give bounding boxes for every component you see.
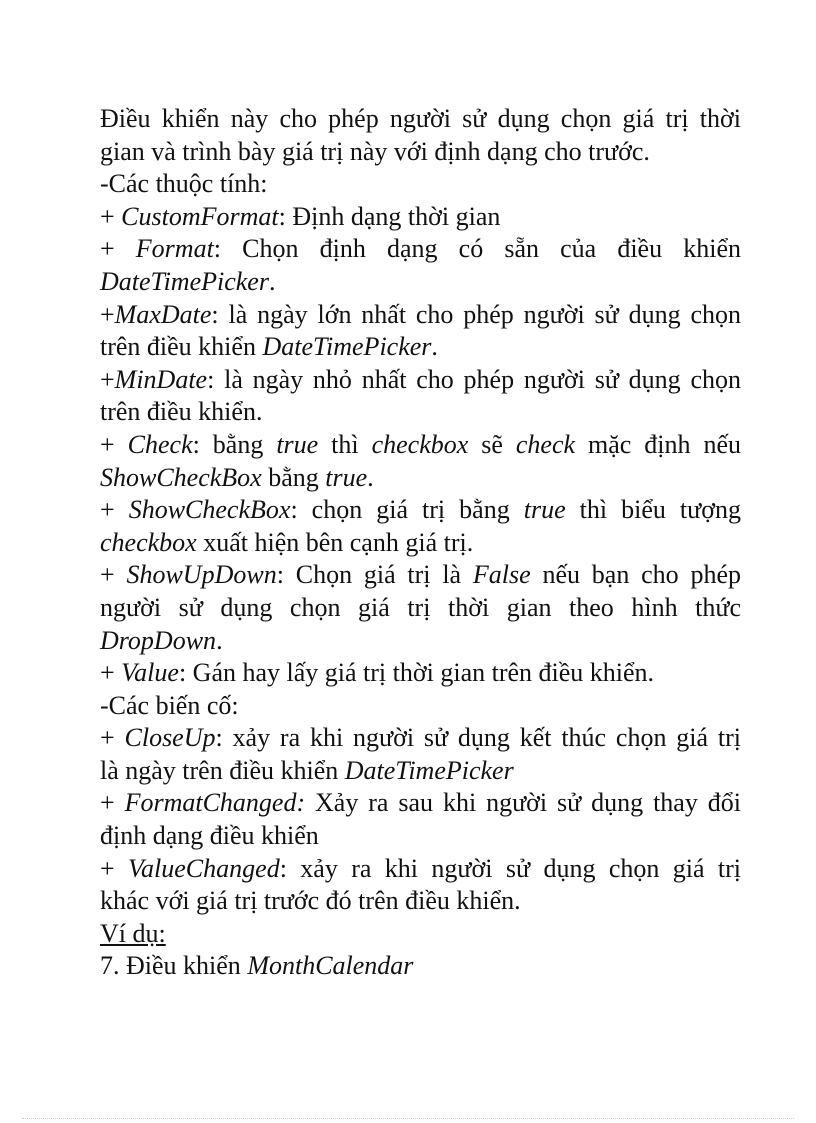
- example-label-text: Ví dụ:: [100, 918, 166, 948]
- line-text: định dạng điều khiển: [100, 821, 319, 851]
- property-customformat: [100, 201, 741, 234]
- event-name: CloseUp: [124, 723, 216, 753]
- property-desc: : là ngày lớn nhất cho phép người sử dụng chọn: [211, 299, 741, 329]
- text: thì biểu tượng: [565, 495, 741, 525]
- section-7-heading: [100, 950, 741, 983]
- italic-term: checkbox: [100, 527, 197, 557]
- italic-term: DateTimePicker: [344, 755, 514, 785]
- property-showupdown: [100, 559, 741, 657]
- intro-line-1: Điều khiển này cho phép người sử dụng chọn giá trị thời: [100, 104, 741, 133]
- section-text: 7. Điều khiển: [100, 951, 248, 981]
- text: thì: [318, 429, 372, 459]
- text: sẽ: [468, 429, 516, 459]
- prefix: +: [100, 429, 128, 459]
- italic-term: MonthCalendar: [247, 951, 414, 981]
- properties-heading: [100, 168, 741, 201]
- prefix: +: [100, 560, 127, 590]
- property-name: CustomFormat: [121, 201, 279, 231]
- intro-line-2: gian và trình bày giá trị này với định dạng cho trước.: [100, 136, 650, 166]
- event-name: ValueChanged: [128, 853, 280, 883]
- prefix: +: [100, 299, 115, 329]
- events-heading-text: -Các biến cố:: [100, 690, 239, 720]
- event-closeup: [100, 722, 741, 787]
- punct: .: [216, 625, 223, 655]
- property-name: ShowCheckBox: [128, 495, 291, 525]
- punct: .: [367, 462, 374, 492]
- text: : bằng: [192, 429, 277, 459]
- example-label: [100, 918, 741, 951]
- text: xuất hiện bên cạnh giá trị.: [196, 527, 474, 557]
- properties-heading-text: -Các thuộc tính:: [100, 169, 268, 199]
- italic-term: check: [515, 429, 576, 459]
- events-heading: [100, 690, 741, 723]
- event-desc: : xảy ra khi người sử dụng kết thúc chọn giá trị: [215, 723, 741, 753]
- prefix: +: [100, 364, 115, 394]
- text: mặc định nếu: [575, 429, 742, 459]
- prefix: +: [100, 495, 129, 525]
- text: nếu bạn cho phép: [530, 560, 741, 590]
- prefix: +: [100, 788, 125, 818]
- prefix: +: [100, 234, 136, 264]
- line-text: người sử dụng chọn giá trị thời gian theo hình thức: [100, 592, 741, 622]
- property-name: ShowUpDown: [126, 560, 277, 590]
- intro-paragraph: [100, 103, 741, 168]
- property-name: Format: [135, 234, 214, 264]
- italic-term: DropDown: [100, 625, 217, 655]
- property-desc: : Chọn định dạng có sẵn của điều khiển: [213, 234, 741, 264]
- property-value: [100, 657, 741, 690]
- event-formatchanged: [100, 787, 741, 852]
- property-maxdate: [100, 299, 741, 364]
- text: : Chọn giá trị là: [276, 560, 473, 590]
- italic-term: checkbox: [371, 429, 469, 459]
- property-mindate: [100, 364, 741, 429]
- punct: .: [268, 266, 276, 296]
- line-text: là ngày trên điều khiển: [100, 755, 345, 785]
- property-desc: : Định dạng thời gian: [278, 201, 501, 231]
- prefix: +: [100, 201, 122, 231]
- prefix: +: [100, 658, 122, 688]
- property-desc: : là ngày nhỏ nhất cho phép người sử dụng chọn: [207, 364, 741, 394]
- event-desc: Xảy ra sau khi người sử dụng thay đổi: [305, 788, 741, 818]
- text: : chọn giá trị bằng: [290, 495, 524, 525]
- prefix: +: [100, 723, 125, 753]
- property-showcheckbox: [100, 494, 741, 559]
- italic-term: true: [523, 495, 566, 525]
- property-name: MinDate: [114, 364, 208, 394]
- italic-term: true: [325, 462, 368, 492]
- prefix: +: [100, 853, 129, 883]
- italic-term: ShowCheckBox: [100, 462, 262, 492]
- property-name: MaxDate: [114, 299, 212, 329]
- event-name: FormatChanged:: [124, 788, 306, 818]
- italic-term: DateTimePicker: [262, 332, 432, 362]
- event-desc: : xảy ra khi người sử dụng chọn giá trị: [279, 853, 741, 883]
- line-text: trên điều khiển: [100, 332, 263, 362]
- property-name: Value: [121, 658, 179, 688]
- text: bằng: [261, 462, 326, 492]
- event-valuechanged: [100, 853, 741, 918]
- document-page: [100, 103, 741, 983]
- line-text: khác với giá trị trước đó trên điều khiển.: [100, 886, 521, 916]
- italic-term: False: [472, 560, 531, 590]
- property-name: Check: [127, 429, 193, 459]
- italic-term: DateTimePicker: [100, 266, 269, 296]
- property-check: [100, 429, 741, 494]
- property-desc: : Gán hay lấy giá trị thời gian trên điều khiển.: [178, 658, 655, 688]
- italic-term: true: [276, 429, 319, 459]
- property-format: [100, 233, 741, 298]
- page-bottom-divider: [22, 1118, 794, 1119]
- punct: .: [431, 332, 438, 362]
- line-text: trên điều khiển.: [100, 397, 263, 427]
